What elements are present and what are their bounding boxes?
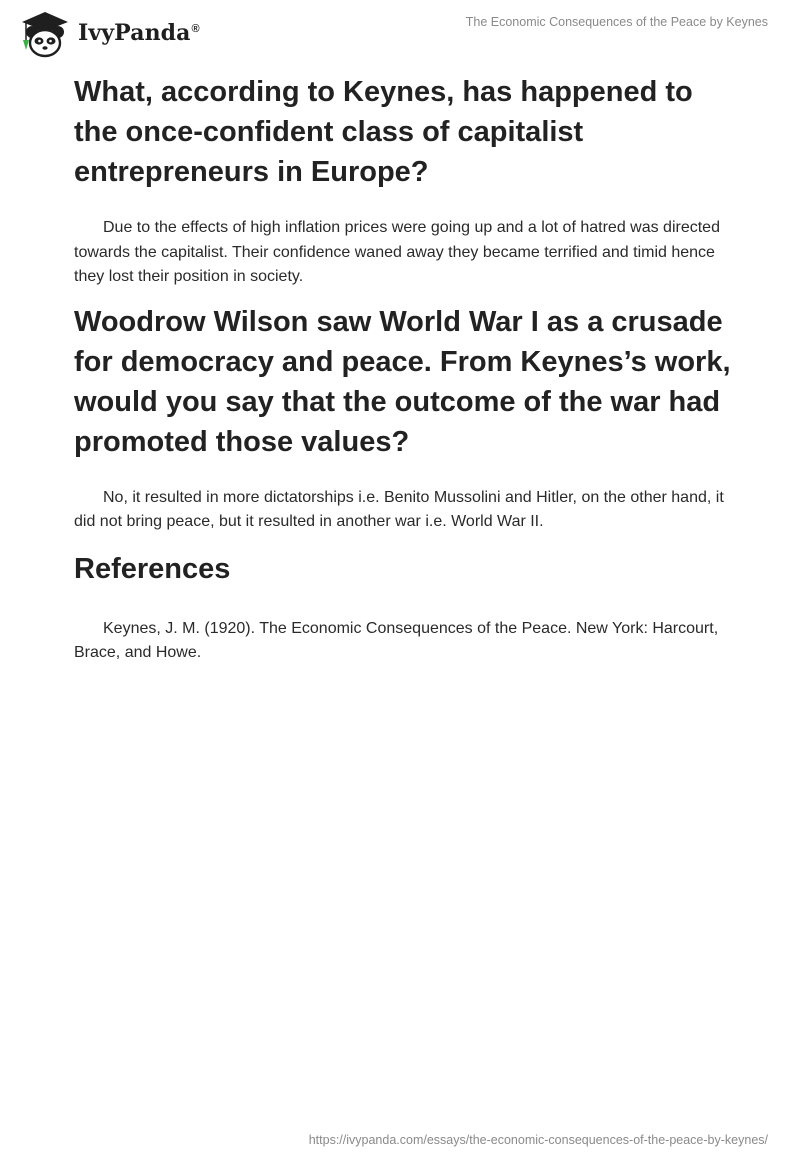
ivypanda-logo[interactable] (14, 8, 200, 58)
page-header (0, 0, 800, 66)
section-paragraph: Due to the effects of high inflation prices were going up and a lot of hatred was directed towards the capitalist. Their confidence waned away they became terrified and timid hence they lost their position in society. (74, 219, 720, 285)
section-heading: Woodrow Wilson saw World War I as a crusade for democracy and peace. From Keynes’s work, would you say that the outcome of the war had promoted those values? (74, 305, 731, 458)
section-wilson-crusade (74, 302, 734, 535)
essay-content (74, 72, 734, 666)
section-references (74, 549, 734, 666)
panda-graduate-icon (14, 8, 76, 58)
section-heading: What, according to Keynes, has happened to the once-confident class of capitalist entrepreneurs in Europe? (74, 76, 693, 188)
section-capitalist-entrepreneurs (74, 72, 734, 290)
source-url[interactable]: https://ivypanda.com/essays/the-economic-consequences-of-the-peace-by-keynes/ (308, 1133, 768, 1147)
reference-entry: Keynes, J. M. (1920). The Economic Consequences of the Peace. New York: Harcourt, Brace, and Howe. (74, 619, 719, 661)
section-paragraph: No, it resulted in more dictatorships i.e. Benito Mussolini and Hitler, on the other hand, it did not bring peace, but it resulted in another war i.e. World War II. (74, 488, 724, 530)
document-title: The Economic Consequences of the Peace by Keynes (465, 15, 768, 29)
registered-mark: ® (191, 22, 200, 35)
references-heading: References (74, 552, 231, 585)
brand-name: IvyPanda® (78, 20, 200, 46)
